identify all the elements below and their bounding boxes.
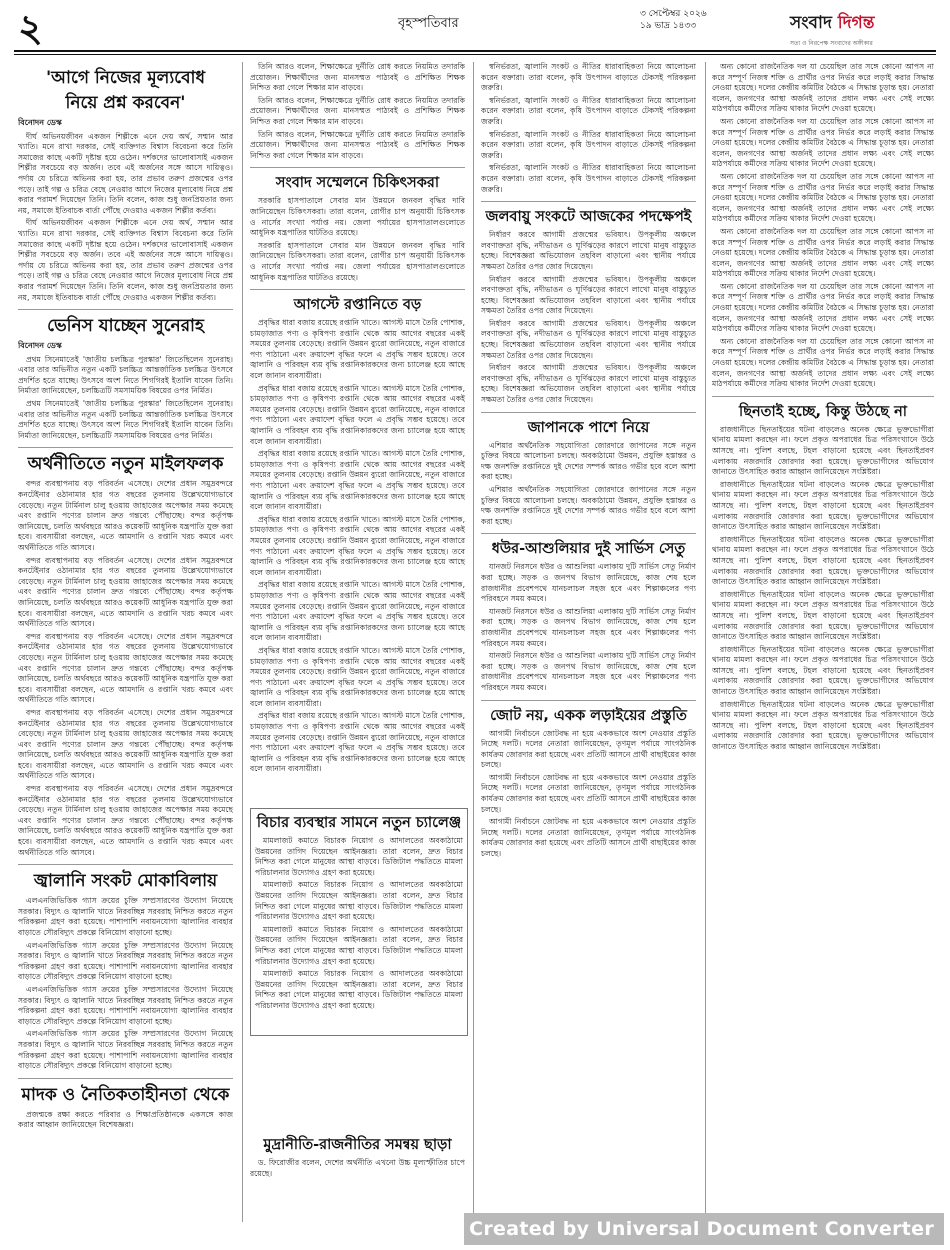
article-body: রাজধানীতে ছিনতাইয়ের ঘটনা বাড়লেও অনেক ক্ষেত্রে ভুক্তভোগীরা থানায় মামলা করছেন না। ফলে প্রকৃত অপরাধের চিত্র পরিসংখ্যানে উঠে আসছে না। পুলিশ বলছে, টহল বাড়ানো হয়েছে এবং ছিনতাইপ্রবণ এলাকায় নজরদারি জোরদার করা হয়েছে। ভুক্তভোগীদের অভিযোগ জানাতে উৎসাহিত করার আহ্বান জানিয়েছেন সংশ্লিষ্টরা। bbox=[712, 479, 934, 532]
article-body: প্রবৃদ্ধির ধারা বজায় রয়েছে রপ্তানি খাতে। আগস্ট মাসে তৈরি পোশাক, চামড়াজাত পণ্য ও কৃষিপণ্য রপ্তানি থেকে আয় আগের বছরের একই সময়ের তুলনায় বেড়েছে। রপ্তানি উন্নয়ন ব্যুরো জানিয়েছে, নতুন বাজারে পণ্য পাঠানো এবং ক্রয়াদেশ বৃদ্ধির ফলে এ প্রবৃদ্ধি সম্ভব হয়েছে। তবে জ্বালানি ও পরিবহন ব্যয় বৃদ্ধি রপ্তানিকারকদের জন্য চ্যালেঞ্জ হয়ে আছে বলে জানান ব্যবসায়ীরা। bbox=[250, 318, 465, 381]
article-body: রাজধানীতে ছিনতাইয়ের ঘটনা বাড়লেও অনেক ক্ষেত্রে ভুক্তভোগীরা থানায় মামলা করছেন না। ফলে প্রকৃত অপরাধের চিত্র পরিসংখ্যানে উঠে আসছে না। পুলিশ বলছে, টহল বাড়ানো হয়েছে এবং ছিনতাইপ্রবণ এলাকায় নজরদারি জোরদার করা হয়েছে। ভুক্তভোগীদের অভিযোগ জানাতে উৎসাহিত করার আহ্বান জানিয়েছেন সংশ্লিষ্টরা। bbox=[712, 589, 934, 642]
article-body: এলএনজিভিত্তিক গ্যাস ক্রয়ের চুক্তি সম্প্রসারণের উদ্যোগ নিয়েছে সরকার। বিদ্যুৎ ও জ্বালানি খাতে নিরবচ্ছিন্ন সরবরাহ নিশ্চিত করতে নতুন পরিকল্পনা গ্রহণ করা হয়েছে। পাশাপাশি নবায়নযোগ্য জ্বালানির ব্যবহার বাড়াতে সৌরবিদ্যুৎ প্রকল্পে বিনিয়োগ বাড়ানো হচ্ছে। bbox=[18, 896, 233, 937]
article-body: এশিয়ার অর্থনৈতিক সহযোগিতা জোরদারে জাপানের সঙ্গে নতুন চুক্তির বিষয়ে আলোচনা চলছে। অবকাঠামো উন্নয়ন, প্রযুক্তি হস্তান্তর ও দক্ষ জনশক্তি রপ্তানিতে দুই দেশের সম্পর্ক আরও গভীর হবে বলে আশা করা হচ্ছে। bbox=[481, 485, 696, 526]
article-body: প্রবৃদ্ধির ধারা বজায় রয়েছে রপ্তানি খাতে। আগস্ট মাসে তৈরি পোশাক, চামড়াজাত পণ্য ও কৃষিপণ্য রপ্তানি থেকে আয় আগের বছরের একই সময়ের তুলনায় বেড়েছে। রপ্তানি উন্নয়ন ব্যুরো জানিয়েছে, নতুন বাজারে পণ্য পাঠানো এবং ক্রয়াদেশ বৃদ্ধির ফলে এ প্রবৃদ্ধি সম্ভব হয়েছে। তবে জ্বালানি ও পরিবহন ব্যয় বৃদ্ধি রপ্তানিকারকদের জন্য চ্যালেঞ্জ হয়ে আছে বলে জানান ব্যবসায়ীরা। bbox=[250, 711, 465, 774]
article-body: তিনি আরও বলেন, শিক্ষাক্ষেত্রে দুর্নীতি রোধ করতে নিয়মিত তদারকি প্রয়োজন। শিক্ষার্থীদের জন্য মানসম্মত পাঠ্যবই ও প্রশিক্ষিত শিক্ষক নিশ্চিত করা গেলে শিক্ষার মান বাড়বে। bbox=[250, 95, 465, 126]
article-body: অন্য কোনো রাজনৈতিক দল যা চেয়েছিল তার সঙ্গে কোনো আপস না করে সম্পূর্ণ নিজস্ব শক্তি ও প্রার্থীর ওপর নির্ভর করে লড়াই করার সিদ্ধান্ত নেওয়া হয়েছে। দলের কেন্দ্রীয় কমিটির বৈঠকে এ সিদ্ধান্ত চূড়ান্ত হয়। নেতারা বলেন, জনগণের আস্থা অর্জনই তাদের প্রধান লক্ষ্য এবং সেই লক্ষ্যে মাঠপর্যায়ে কর্মীদের সক্রিয় থাকার নির্দেশ দেওয়া হয়েছে। bbox=[712, 226, 934, 279]
article-body: যানজট নিরসনে ধউর ও আশুলিয়া এলাকায় দুটি সার্ভিস সেতু নির্মাণ করা হচ্ছে। সড়ক ও জনপথ বিভাগ জানিয়েছে, কাজ শেষ হলে রাজধানীর প্রবেশপথে যানচলাচল সহজ হবে এবং শিল্পাঞ্চলের পণ্য পরিবহনে সময় কমবে। bbox=[481, 651, 696, 692]
article-body: যানজট নিরসনে ধউর ও আশুলিয়া এলাকায় দুটি সার্ভিস সেতু নির্মাণ করা হচ্ছে। সড়ক ও জনপথ বিভাগ জানিয়েছে, কাজ শেষ হলে রাজধানীর প্রবেশপথে যানচলাচল সহজ হবে এবং শিল্পাঞ্চলের পণ্য পরিবহনে সময় কমবে। bbox=[481, 562, 696, 604]
article-body: অন্য কোনো রাজনৈতিক দল যা চেয়েছিল তার সঙ্গে কোনো আপস না করে সম্পূর্ণ নিজস্ব শক্তি ও প্রার্থীর ওপর নির্ভর করে লড়াই করার সিদ্ধান্ত নেওয়া হয়েছে। দলের কেন্দ্রীয় কমিটির বৈঠকে এ সিদ্ধান্ত চূড়ান্ত হয়। নেতারা বলেন, জনগণের আস্থা অর্জনই তাদের প্রধান লক্ষ্য এবং সেই লক্ষ্যে মাঠপর্যায়ে কর্মীদের সক্রিয় থাকার নির্দেশ দেওয়া হয়েছে। bbox=[712, 116, 934, 169]
newspaper-logo bbox=[790, 10, 930, 47]
article-separator bbox=[481, 533, 696, 534]
article-body: রাজধানীতে ছিনতাইয়ের ঘটনা বাড়লেও অনেক ক্ষেত্রে ভুক্তভোগীরা থানায় মামলা করছেন না। ফলে প্রকৃত অপরাধের চিত্র পরিসংখ্যানে উঠে আসছে না। পুলিশ বলছে, টহল বাড়ানো হয়েছে এবং ছিনতাইপ্রবণ এলাকায় নজরদারি জোরদার করা হয়েছে। ভুক্তভোগীদের অভিযোগ জানাতে উৎসাহিত করার আহ্বান জানিয়েছেন সংশ্লিষ্টরা। bbox=[712, 644, 934, 697]
monetary-article bbox=[250, 1130, 465, 1210]
article-body: বন্দর ব্যবস্থাপনায় বড় পরিবর্তন এসেছে। দেশের প্রধান সমুদ্রবন্দরে কনটেইনার ওঠানামার হার গত বছরের তুলনায় উল্লেখযোগ্যভাবে বেড়েছে। নতুন টার্মিনাল চালু হওয়ায় জাহাজের অপেক্ষার সময় কমেছে এবং রপ্তানি পণ্যের চালান দ্রুত গন্তব্যে পৌঁছাচ্ছে। বন্দর কর্তৃপক্ষ জানিয়েছে, চলতি অর্থবছরে আরও কয়েকটি আধুনিক যন্ত্রপাতি যুক্ত করা হবে। ব্যবসায়ীরা বলছেন, এতে আমদানি ও রপ্তানি খরচ কমবে এবং অর্থনীতিতে গতি আসবে। bbox=[18, 707, 233, 781]
article-body: প্রবৃদ্ধির ধারা বজায় রয়েছে রপ্তানি খাতে। আগস্ট মাসে তৈরি পোশাক, চামড়াজাত পণ্য ও কৃষিপণ্য রপ্তানি থেকে আয় আগের বছরের একই সময়ের তুলনায় বেড়েছে। রপ্তানি উন্নয়ন ব্যুরো জানিয়েছে, নতুন বাজারে পণ্য পাঠানো এবং ক্রয়াদেশ বৃদ্ধির ফলে এ প্রবৃদ্ধি সম্ভব হয়েছে। তবে জ্বালানি ও পরিবহন ব্যয় বৃদ্ধি রপ্তানিকারকদের জন্য চ্যালেঞ্জ হয়ে আছে বলে জানান ব্যবসায়ীরা। bbox=[250, 383, 465, 446]
article-body: এলএনজিভিত্তিক গ্যাস ক্রয়ের চুক্তি সম্প্রসারণের উদ্যোগ নিয়েছে সরকার। বিদ্যুৎ ও জ্বালানি খাতে নিরবচ্ছিন্ন সরবরাহ নিশ্চিত করতে নতুন পরিকল্পনা গ্রহণ করা হয়েছে। পাশাপাশি নবায়নযোগ্য জ্বালানির ব্যবহার বাড়াতে সৌরবিদ্যুৎ প্রকল্পে বিনিয়োগ বাড়ানো হচ্ছে। bbox=[18, 984, 233, 1026]
article-body: অন্য কোনো রাজনৈতিক দল যা চেয়েছিল তার সঙ্গে কোনো আপস না করে সম্পূর্ণ নিজস্ব শক্তি ও প্রার্থীর ওপর নির্ভর করে লড়াই করার সিদ্ধান্ত নেওয়া হয়েছে। দলের কেন্দ্রীয় কমিটির বৈঠকে এ সিদ্ধান্ত চূড়ান্ত হয়। নেতারা বলেন, জনগণের আস্থা অর্জনই তাদের প্রধান লক্ষ্য এবং সেই লক্ষ্যে মাঠপর্যায়ে কর্মীদের সক্রিয় থাকার নির্দেশ দেওয়া হয়েছে। bbox=[712, 62, 934, 114]
headline-climate: জলবায়ু সংকটে আজকের পদক্ষেপই bbox=[485, 209, 692, 226]
article-body: অন্য কোনো রাজনৈতিক দল যা চেয়েছিল তার সঙ্গে কোনো আপস না করে সম্পূর্ণ নিজস্ব শক্তি ও প্রার্থীর ওপর নির্ভর করে লড়াই করার সিদ্ধান্ত নেওয়া হয়েছে। দলের কেন্দ্রীয় কমিটির বৈঠকে এ সিদ্ধান্ত চূড়ান্ত হয়। নেতারা বলেন, জনগণের আস্থা অর্জনই তাদের প্রধান লক্ষ্য এবং সেই লক্ষ্যে মাঠপর্যায়ে কর্মীদের সক্রিয় থাকার নির্দেশ দেওয়া হয়েছে। bbox=[712, 336, 934, 389]
headline-exports: আগস্টে রপ্তানিতে বড় bbox=[293, 297, 422, 314]
article-body: বন্দর ব্যবস্থাপনায় বড় পরিবর্তন এসেছে। দেশের প্রধান সমুদ্রবন্দরে কনটেইনার ওঠানামার হার গত বছরের তুলনায় উল্লেখযোগ্যভাবে বেড়েছে। নতুন টার্মিনাল চালু হওয়ায় জাহাজের অপেক্ষার সময় কমেছে এবং রপ্তানি পণ্যের চালান দ্রুত গন্তব্যে পৌঁছাচ্ছে। বন্দর কর্তৃপক্ষ জানিয়েছে, চলতি অর্থবছরে আরও কয়েকটি আধুনিক যন্ত্রপাতি যুক্ত করা হবে। ব্যবসায়ীরা বলছেন, এতে আমদানি ও রপ্তানি খরচ কমবে এবং অর্থনীতিতে গতি আসবে। bbox=[18, 784, 233, 857]
article-body: মামলাজট কমাতে বিচারক নিয়োগ ও আদালতের অবকাঠামো উন্নয়নের তাগিদ দিয়েছেন আইনজ্ঞরা। তারা বলেন, দ্রুত বিচার নিশ্চিত করা গেলে মানুষের আস্থা বাড়বে। ডিজিটাল পদ্ধতিতে মামলা পরিচালনার উদ্যোগও গ্রহণ করা হয়েছে। bbox=[255, 836, 463, 877]
headline-monetary: মুদ্রানীতি-রাজনীতির সমন্বয় ছাড়া bbox=[263, 1137, 452, 1153]
article-body: নির্ধারণ করবে আগামী প্রজন্মের ভবিষ্যৎ। উপকূলীয় অঞ্চলে লবণাক্ততা বৃদ্ধি, নদীভাঙন ও ঘূর্ণিঝড়ের কারণে লাখো মানুষ বাস্তুচ্যুত হচ্ছে। বিশেষজ্ঞরা অভিযোজন তহবিল বাড়ানো এবং স্থানীয় পর্যায়ে সক্ষমতা তৈরির ওপর জোর দিয়েছেন। bbox=[481, 363, 696, 405]
column-3 bbox=[481, 62, 696, 1212]
article-body: দীর্ঘ অভিনয়জীবন একজন শিল্পীকে এনে দেয় অর্থ, সম্মান আর খ্যাতি। মনে রাখা দরকার, সেই ব্যক্তিগত বিশ্বাস বিবেচনা করে তিনি সমাজের কাছে একটি দৃষ্টান্ত হয়ে ওঠেন। দর্শকদের ভালোবাসাই একজন শিল্পীর সবচেয়ে বড় অর্জন। তবে এই অর্জনের সঙ্গে আসে দায়িত্বও। পর্দায় যে চরিত্রে অভিনয় করা হয়, তার প্রভাব তরুণ প্রজন্মের ওপর পড়ে। তাই গল্প ও চরিত্র বেছে নেওয়ার আগে নিজের মূল্যবোধ নিয়ে প্রশ্ন করার পরামর্শ দিয়েছেন তিনি। তিনি বলেন, কাজ শুধু জনপ্রিয়তার জন্য নয়, সমাজে ইতিবাচক বার্তা পৌঁছে দেওয়াও একজন শিল্পীর কর্তব্য। bbox=[18, 131, 233, 215]
article-body: এলএনজিভিত্তিক গ্যাস ক্রয়ের চুক্তি সম্প্রসারণের উদ্যোগ নিয়েছে সরকার। বিদ্যুৎ ও জ্বালানি খাতে নিরবচ্ছিন্ন সরবরাহ নিশ্চিত করতে নতুন পরিকল্পনা গ্রহণ করা হয়েছে। পাশাপাশি নবায়নযোগ্য জ্বালানির ব্যবহার বাড়াতে সৌরবিদ্যুৎ প্রকল্পে বিনিয়োগ বাড়ানো হচ্ছে। bbox=[18, 940, 233, 982]
article-body: অন্য কোনো রাজনৈতিক দল যা চেয়েছিল তার সঙ্গে কোনো আপস না করে সম্পূর্ণ নিজস্ব শক্তি ও প্রার্থীর ওপর নির্ভর করে লড়াই করার সিদ্ধান্ত নেওয়া হয়েছে। দলের কেন্দ্রীয় কমিটির বৈঠকে এ সিদ্ধান্ত চূড়ান্ত হয়। নেতারা বলেন, জনগণের আস্থা অর্জনই তাদের প্রধান লক্ষ্য এবং সেই লক্ষ্যে মাঠপর্যায়ে কর্মীদের সক্রিয় থাকার নির্দেশ দেওয়া হয়েছে। bbox=[712, 281, 934, 334]
article-body: সরকারি হাসপাতালে সেবার মান উন্নয়নে জনবল বৃদ্ধির দাবি জানিয়েছেন চিকিৎসকরা। তারা বলেন, রোগীর চাপ অনুযায়ী চিকিৎসক ও নার্সের সংখ্যা পর্যাপ্ত নয়। জেলা পর্যায়ের হাসপাতালগুলোতে আধুনিক যন্ত্রপাতির ঘাটতিও রয়েছে। bbox=[250, 196, 465, 238]
article-body: আগামী নির্বাচনে জোটবদ্ধ না হয়ে এককভাবে অংশ নেওয়ার প্রস্তুতি নিচ্ছে দলটি। দলের নেতারা জানিয়েছেন, তৃণমূল পর্যায়ে সাংগঠনিক কার্যক্রম জোরদার করা হয়েছে এবং প্রতিটি আসনে প্রার্থী বাছাইয়ের কাজ চলছে। bbox=[481, 817, 696, 859]
article-body: নির্ধারণ করবে আগামী প্রজন্মের ভবিষ্যৎ। উপকূলীয় অঞ্চলে লবণাক্ততা বৃদ্ধি, নদীভাঙন ও ঘূর্ণিঝড়ের কারণে লাখো মানুষ বাস্তুচ্যুত হচ্ছে। বিশেষজ্ঞরা অভিযোজন তহবিল বাড়ানো এবং স্থানীয় পর্যায়ে সক্ষমতা তৈরির ওপর জোর দিয়েছেন। bbox=[481, 318, 696, 360]
article-body: নির্ধারণ করবে আগামী প্রজন্মের ভবিষ্যৎ। উপকূলীয় অঞ্চলে লবণাক্ততা বৃদ্ধি, নদীভাঙন ও ঘূর্ণিঝড়ের কারণে লাখো মানুষ বাস্তুচ্যুত হচ্ছে। বিশেষজ্ঞরা অভিযোজন তহবিল বাড়ানো এবং স্থানীয় পর্যায়ে সক্ষমতা তৈরির ওপর জোর দিয়েছেন। bbox=[481, 230, 696, 271]
article-body: যানজট নিরসনে ধউর ও আশুলিয়া এলাকায় দুটি সার্ভিস সেতু নির্মাণ করা হচ্ছে। সড়ক ও জনপথ বিভাগ জানিয়েছে, কাজ শেষ হলে রাজধানীর প্রবেশপথে যানচলাচল সহজ হবে এবং শিল্পাঞ্চলের পণ্য পরিবহনে সময় কমবে। bbox=[481, 606, 696, 648]
headline-alliance: জোট নয়, একক লড়াইয়ের প্রস্তুতি bbox=[490, 707, 687, 724]
headline-energy: জ্বালানি সংকট মোকাবিলায় bbox=[33, 871, 218, 892]
article-body: রাজধানীতে ছিনতাইয়ের ঘটনা বাড়লেও অনেক ক্ষেত্রে ভুক্তভোগীরা থানায় মামলা করছেন না। ফলে প্রকৃত অপরাধের চিত্র পরিসংখ্যানে উঠে আসছে না। পুলিশ বলছে, টহল বাড়ানো হয়েছে এবং ছিনতাইপ্রবণ এলাকায় নজরদারি জোরদার করা হয়েছে। ভুক্তভোগীদের অভিযোগ জানাতে উৎসাহিত করার আহ্বান জানিয়েছেন সংশ্লিষ্টরা। bbox=[712, 699, 934, 752]
article-separator bbox=[18, 447, 233, 448]
newspaper-name bbox=[790, 10, 930, 38]
publication-date bbox=[640, 8, 775, 32]
byline: বিনোদন ডেস্ক bbox=[18, 341, 62, 351]
column-1 bbox=[18, 62, 233, 1222]
article-separator bbox=[481, 700, 696, 701]
article-separator bbox=[18, 1078, 233, 1079]
headline-bridge: ধউর-আশুলিয়ার দুই সার্ভিস সেতু bbox=[491, 541, 686, 558]
article-separator bbox=[18, 309, 233, 310]
masthead-rule bbox=[14, 50, 936, 52]
article-body: স্বনির্ভরতা, জ্বালানি সংকট ও নীতির ধারাবাহিকতা নিয়ে আলোচনা করেন বক্তারা। তারা বলেন, কৃষি উৎপাদন বাড়াতে টেকসই পরিকল্পনা জরুরি। bbox=[481, 129, 696, 160]
article-body: মামলাজট কমাতে বিচারক নিয়োগ ও আদালতের অবকাঠামো উন্নয়নের তাগিদ দিয়েছেন আইনজ্ঞরা। তারা বলেন, দ্রুত বিচার নিশ্চিত করা গেলে মানুষের আস্থা বাড়বে। ডিজিটাল পদ্ধতিতে মামলা পরিচালনার উদ্যোগও গ্রহণ করা হয়েছে। bbox=[255, 969, 463, 1010]
article-body: সরকারি হাসপাতালে সেবার মান উন্নয়নে জনবল বৃদ্ধির দাবি জানিয়েছেন চিকিৎসকরা। তারা বলেন, রোগীর চাপ অনুযায়ী চিকিৎসক ও নার্সের সংখ্যা পর্যাপ্ত নয়। জেলা পর্যায়ের হাসপাতালগুলোতে আধুনিক যন্ত্রপাতির ঘাটতিও রয়েছে। bbox=[250, 240, 465, 282]
article-separator bbox=[481, 412, 696, 413]
article-body: ড. ফিরোজীর বলেন, দেশের অর্থনীতি এখনো উচ্চ মূল্যস্ফীতির চাপে রয়েছে। bbox=[250, 1158, 465, 1178]
newspaper-name-part1: সংবাদ bbox=[790, 13, 832, 33]
headline-economy: অর্থনীতিতে নতুন মাইলফলক bbox=[27, 454, 224, 475]
article-body: এশিয়ার অর্থনৈতিক সহযোগিতা জোরদারে জাপানের সঙ্গে নতুন চুক্তির বিষয়ে আলোচনা চলছে। অবকাঠামো উন্নয়ন, প্রযুক্তি হস্তান্তর ও দক্ষ জনশক্তি রপ্তানিতে দুই দেশের সম্পর্ক আরও গভীর হবে বলে আশা করা হচ্ছে। bbox=[481, 440, 696, 482]
article-body: প্রথম সিনেমাতেই 'জাতীয় চলচ্চিত্র পুরস্কার' জিতেছিলেন সুনেরাহ। এবার তার অভিনীত নতুন একটি চলচ্চিত্র আন্তর্জাতিক চলচ্চিত্র উৎসবে প্রদর্শিত হতে যাচ্ছে। উৎসবে অংশ নিতে শিগগিরই ইতালি যাবেন তিনি। নির্মাতা জানিয়েছেন, চলচ্চিত্রটি সমসাময়িক বিষয়ের ওপর নির্মিত। bbox=[18, 399, 233, 440]
article-body: নির্ধারণ করবে আগামী প্রজন্মের ভবিষ্যৎ। উপকূলীয় অঞ্চলে লবণাক্ততা বৃদ্ধি, নদীভাঙন ও ঘূর্ণিঝড়ের কারণে লাখো মানুষ বাস্তুচ্যুত হচ্ছে। বিশেষজ্ঞরা অভিযোজন তহবিল বাড়ানো এবং স্থানীয় পর্যায়ে সক্ষমতা তৈরির ওপর জোর দিয়েছেন। bbox=[481, 274, 696, 316]
article-body: প্রবৃদ্ধির ধারা বজায় রয়েছে রপ্তানি খাতে। আগস্ট মাসে তৈরি পোশাক, চামড়াজাত পণ্য ও কৃষিপণ্য রপ্তানি থেকে আয় আগের বছরের একই সময়ের তুলনায় বেড়েছে। রপ্তানি উন্নয়ন ব্যুরো জানিয়েছে, নতুন বাজারে পণ্য পাঠানো এবং ক্রয়াদেশ বৃদ্ধির ফলে এ প্রবৃদ্ধি সম্ভব হয়েছে। তবে জ্বালানি ও পরিবহন ব্যয় বৃদ্ধি রপ্তানিকারকদের জন্য চ্যালেঞ্জ হয়ে আছে বলে জানান ব্যবসায়ীরা। bbox=[250, 514, 465, 577]
article-body: বন্দর ব্যবস্থাপনায় বড় পরিবর্তন এসেছে। দেশের প্রধান সমুদ্রবন্দরে কনটেইনার ওঠানামার হার গত বছরের তুলনায় উল্লেখযোগ্যভাবে বেড়েছে। নতুন টার্মিনাল চালু হওয়ায় জাহাজের অপেক্ষার সময় কমেছে এবং রপ্তানি পণ্যের চালান দ্রুত গন্তব্যে পৌঁছাচ্ছে। বন্দর কর্তৃপক্ষ জানিয়েছে, চলতি অর্থবছরে আরও কয়েকটি আধুনিক যন্ত্রপাতি যুক্ত করা হবে। ব্যবসায়ীরা বলছেন, এতে আমদানি ও রপ্তানি খরচ কমবে এবং অর্থনীতিতে গতি আসবে। bbox=[18, 479, 233, 552]
article-body: প্রজন্মকে রক্ষা করতে পরিবার ও শিক্ষাপ্রতিষ্ঠানকে একসঙ্গে কাজ করার আহ্বান জানিয়েছেন বিশেষজ্ঞরা। bbox=[18, 1109, 233, 1130]
headline-robbery: ছিনতাই হচ্ছে, কিন্তু উঠছে না bbox=[739, 403, 907, 420]
article-body: স্বনির্ভরতা, জ্বালানি সংকট ও নীতির ধারাবাহিকতা নিয়ে আলোচনা করেন বক্তারা। তারা বলেন, কৃষি উৎপাদন বাড়াতে টেকসই পরিকল্পনা জরুরি। bbox=[481, 163, 696, 194]
article-body: আগামী নির্বাচনে জোটবদ্ধ না হয়ে এককভাবে অংশ নেওয়ার প্রস্তুতি নিচ্ছে দলটি। দলের নেতারা জানিয়েছেন, তৃণমূল পর্যায়ে সাংগঠনিক কার্যক্রম জোরদার করা হয়েছে এবং প্রতিটি আসনে প্রার্থী বাছাইয়ের কাজ চলছে। bbox=[481, 772, 696, 814]
article-body: প্রথম সিনেমাতেই 'জাতীয় চলচ্চিত্র পুরস্কার' জিতেছিলেন সুনেরাহ। এবার তার অভিনীত নতুন একটি চলচ্চিত্র আন্তর্জাতিক চলচ্চিত্র উৎসবে প্রদর্শিত হতে যাচ্ছে। উৎসবে অংশ নিতে শিগগিরই ইতালি যাবেন তিনি। নির্মাতা জানিয়েছেন, চলচ্চিত্রটি সমসাময়িক বিষয়ের ওপর নির্মিত। bbox=[18, 354, 233, 396]
masthead-rule-thin bbox=[14, 54, 936, 55]
justice-article-box bbox=[250, 808, 468, 1036]
date-bangla: ১৯ ভাদ্র ১৪৩৩ bbox=[640, 21, 697, 31]
article-body: এলএনজিভিত্তিক গ্যাস ক্রয়ের চুক্তি সম্প্রসারণের উদ্যোগ নিয়েছে সরকার। বিদ্যুৎ ও জ্বালানি খাতে নিরবচ্ছিন্ন সরবরাহ নিশ্চিত করতে নতুন পরিকল্পনা গ্রহণ করা হয়েছে। পাশাপাশি নবায়নযোগ্য জ্বালানির ব্যবহার বাড়াতে সৌরবিদ্যুৎ প্রকল্পে বিনিয়োগ বাড়ানো হচ্ছে। bbox=[18, 1029, 233, 1071]
headline-values-line2: নিয়ে প্রশ্ন করবেন' bbox=[65, 93, 186, 113]
article-body: বন্দর ব্যবস্থাপনায় বড় পরিবর্তন এসেছে। দেশের প্রধান সমুদ্রবন্দরে কনটেইনার ওঠানামার হার গত বছরের তুলনায় উল্লেখযোগ্যভাবে বেড়েছে। নতুন টার্মিনাল চালু হওয়ায় জাহাজের অপেক্ষার সময় কমেছে এবং রপ্তানি পণ্যের চালান দ্রুত গন্তব্যে পৌঁছাচ্ছে। বন্দর কর্তৃপক্ষ জানিয়েছে, চলতি অর্থবছরে আরও কয়েকটি আধুনিক যন্ত্রপাতি যুক্ত করা হবে। ব্যবসায়ীরা বলছেন, এতে আমদানি ও রপ্তানি খরচ কমবে এবং অর্থনীতিতে গতি আসবে। bbox=[18, 555, 233, 629]
article-body: রাজধানীতে ছিনতাইয়ের ঘটনা বাড়লেও অনেক ক্ষেত্রে ভুক্তভোগীরা থানায় মামলা করছেন না। ফলে প্রকৃত অপরাধের চিত্র পরিসংখ্যানে উঠে আসছে না। পুলিশ বলছে, টহল বাড়ানো হয়েছে এবং ছিনতাইপ্রবণ এলাকায় নজরদারি জোরদার করা হয়েছে। ভুক্তভোগীদের অভিযোগ জানাতে উৎসাহিত করার আহ্বান জানিয়েছেন সংশ্লিষ্টরা। bbox=[712, 424, 934, 477]
article-body: স্বনির্ভরতা, জ্বালানি সংকট ও নীতির ধারাবাহিকতা নিয়ে আলোচনা করেন বক্তারা। তারা বলেন, কৃষি উৎপাদন বাড়াতে টেকসই পরিকল্পনা জরুরি। bbox=[481, 95, 696, 126]
headline-justice: বিচার ব্যবস্থার সামনে নতুন চ্যালেঞ্জ bbox=[256, 815, 462, 831]
article-separator bbox=[481, 201, 696, 202]
article-body: প্রবৃদ্ধির ধারা বজায় রয়েছে রপ্তানি খাতে। আগস্ট মাসে তৈরি পোশাক, চামড়াজাত পণ্য ও কৃষিপণ্য রপ্তানি থেকে আয় আগের বছরের একই সময়ের তুলনায় বেড়েছে। রপ্তানি উন্নয়ন ব্যুরো জানিয়েছে, নতুন বাজারে পণ্য পাঠানো এবং ক্রয়াদেশ বৃদ্ধির ফলে এ প্রবৃদ্ধি সম্ভব হয়েছে। তবে জ্বালানি ও পরিবহন ব্যয় বৃদ্ধি রপ্তানিকারকদের জন্য চ্যালেঞ্জ হয়ে আছে বলে জানান ব্যবসায়ীরা। bbox=[250, 645, 465, 708]
newspaper-name-part2: দিগন্ত bbox=[837, 13, 875, 33]
headline-health: সংবাদ সম্মেলনে চিকিৎসকরা bbox=[275, 175, 440, 192]
converter-watermark: Created by Universal Document Converter bbox=[464, 1213, 944, 1245]
article-body: তিনি আরও বলেন, শিক্ষাক্ষেত্রে দুর্নীতি রোধ করতে নিয়মিত তদারকি প্রয়োজন। শিক্ষার্থীদের জন্য মানসম্মত পাঠ্যবই ও প্রশিক্ষিত শিক্ষক নিশ্চিত করা গেলে শিক্ষার মান বাড়বে। bbox=[250, 129, 465, 160]
article-separator bbox=[250, 167, 465, 168]
article-body: তিনি আরও বলেন, শিক্ষাক্ষেত্রে দুর্নীতি রোধ করতে নিয়মিত তদারকি প্রয়োজন। শিক্ষার্থীদের জন্য মানসম্মত পাঠ্যবই ও প্রশিক্ষিত শিক্ষক নিশ্চিত করা গেলে শিক্ষার মান বাড়বে। bbox=[250, 62, 465, 93]
headline-drugs: মাদক ও নৈতিকতাহীনতা থেকে bbox=[21, 1084, 230, 1105]
column-4 bbox=[712, 62, 934, 1207]
headline-values-line1: 'আগে নিজের মূল্যবোধ bbox=[45, 68, 206, 88]
column-2 bbox=[250, 62, 465, 1222]
article-body: প্রবৃদ্ধির ধারা বজায় রয়েছে রপ্তানি খাতে। আগস্ট মাসে তৈরি পোশাক, চামড়াজাত পণ্য ও কৃষিপণ্য রপ্তানি থেকে আয় আগের বছরের একই সময়ের তুলনায় বেড়েছে। রপ্তানি উন্নয়ন ব্যুরো জানিয়েছে, নতুন বাজারে পণ্য পাঠানো এবং ক্রয়াদেশ বৃদ্ধির ফলে এ প্রবৃদ্ধি সম্ভব হয়েছে। তবে জ্বালানি ও পরিবহন ব্যয় বৃদ্ধি রপ্তানিকারকদের জন্য চ্যালেঞ্জ হয়ে আছে বলে জানান ব্যবসায়ীরা। bbox=[250, 580, 465, 643]
column-divider bbox=[242, 62, 243, 1222]
article-body: মামলাজট কমাতে বিচারক নিয়োগ ও আদালতের অবকাঠামো উন্নয়নের তাগিদ দিয়েছেন আইনজ্ঞরা। তারা বলেন, দ্রুত বিচার নিশ্চিত করা গেলে মানুষের আস্থা বাড়বে। ডিজিটাল পদ্ধতিতে মামলা পরিচালনার উদ্যোগও গ্রহণ করা হয়েছে। bbox=[255, 880, 463, 922]
publication-day: বৃহস্পতিবার bbox=[398, 16, 459, 31]
article-body: আগামী নির্বাচনে জোটবদ্ধ না হয়ে এককভাবে অংশ নেওয়ার প্রস্তুতি নিচ্ছে দলটি। দলের নেতারা জানিয়েছেন, তৃণমূল পর্যায়ে সাংগঠনিক কার্যক্রম জোরদার করা হয়েছে এবং প্রতিটি আসনে প্রার্থী বাছাইয়ের কাজ চলছে। bbox=[481, 728, 696, 770]
article-separator bbox=[18, 864, 233, 865]
article-body: রাজধানীতে ছিনতাইয়ের ঘটনা বাড়লেও অনেক ক্ষেত্রে ভুক্তভোগীরা থানায় মামলা করছেন না। ফলে প্রকৃত অপরাধের চিত্র পরিসংখ্যানে উঠে আসছে না। পুলিশ বলছে, টহল বাড়ানো হয়েছে এবং ছিনতাইপ্রবণ এলাকায় নজরদারি জোরদার করা হয়েছে। ভুক্তভোগীদের অভিযোগ জানাতে উৎসাহিত করার আহ্বান জানিয়েছেন সংশ্লিষ্টরা। bbox=[712, 534, 934, 587]
date-english: ৩ সেপ্টেম্বর ২০২৬ bbox=[640, 9, 707, 19]
article-separator bbox=[250, 289, 465, 290]
article-body: বন্দর ব্যবস্থাপনায় বড় পরিবর্তন এসেছে। দেশের প্রধান সমুদ্রবন্দরে কনটেইনার ওঠানামার হার গত বছরের তুলনায় উল্লেখযোগ্যভাবে বেড়েছে। নতুন টার্মিনাল চালু হওয়ায় জাহাজের অপেক্ষার সময় কমেছে এবং রপ্তানি পণ্যের চালান দ্রুত গন্তব্যে পৌঁছাচ্ছে। বন্দর কর্তৃপক্ষ জানিয়েছে, চলতি অর্থবছরে আরও কয়েকটি আধুনিক যন্ত্রপাতি যুক্ত করা হবে। ব্যবসায়ীরা বলছেন, এতে আমদানি ও রপ্তানি খরচ কমবে এবং অর্থনীতিতে গতি আসবে। bbox=[18, 631, 233, 705]
newspaper-tagline: সত্য ও নিরপেক্ষ সংবাদের অঙ্গীকার bbox=[790, 40, 873, 47]
byline: বিনোদন ডেস্ক bbox=[18, 118, 62, 127]
article-body: স্বনির্ভরতা, জ্বালানি সংকট ও নীতির ধারাবাহিকতা নিয়ে আলোচনা করেন বক্তারা। তারা বলেন, কৃষি উৎপাদন বাড়াতে টেকসই পরিকল্পনা জরুরি। bbox=[481, 62, 696, 93]
headline-venice: ভেনিস যাচ্ছেন সুনেরাহ bbox=[47, 316, 204, 337]
column-divider bbox=[705, 62, 706, 1222]
column-divider bbox=[473, 62, 474, 1222]
article-body: অন্য কোনো রাজনৈতিক দল যা চেয়েছিল তার সঙ্গে কোনো আপস না করে সম্পূর্ণ নিজস্ব শক্তি ও প্রার্থীর ওপর নির্ভর করে লড়াই করার সিদ্ধান্ত নেওয়া হয়েছে। দলের কেন্দ্রীয় কমিটির বৈঠকে এ সিদ্ধান্ত চূড়ান্ত হয়। নেতারা বলেন, জনগণের আস্থা অর্জনই তাদের প্রধান লক্ষ্য এবং সেই লক্ষ্যে মাঠপর্যায়ে কর্মীদের সক্রিয় থাকার নির্দেশ দেওয়া হয়েছে। bbox=[712, 171, 934, 224]
article-body: প্রবৃদ্ধির ধারা বজায় রয়েছে রপ্তানি খাতে। আগস্ট মাসে তৈরি পোশাক, চামড়াজাত পণ্য ও কৃষিপণ্য রপ্তানি থেকে আয় আগের বছরের একই সময়ের তুলনায় বেড়েছে। রপ্তানি উন্নয়ন ব্যুরো জানিয়েছে, নতুন বাজারে পণ্য পাঠানো এবং ক্রয়াদেশ বৃদ্ধির ফলে এ প্রবৃদ্ধি সম্ভব হয়েছে। তবে জ্বালানি ও পরিবহন ব্যয় বৃদ্ধি রপ্তানিকারকদের জন্য চ্যালেঞ্জ হয়ে আছে বলে জানান ব্যবসায়ীরা। bbox=[250, 449, 465, 512]
headline-japan: জাপানকে পাশে নিয়ে bbox=[527, 419, 650, 436]
article-separator bbox=[712, 396, 934, 397]
article-body: দীর্ঘ অভিনয়জীবন একজন শিল্পীকে এনে দেয় অর্থ, সম্মান আর খ্যাতি। মনে রাখা দরকার, সেই ব্যক্তিগত বিশ্বাস বিবেচনা করে তিনি সমাজের কাছে একটি দৃষ্টান্ত হয়ে ওঠেন। দর্শকদের ভালোবাসাই একজন শিল্পীর সবচেয়ে বড় অর্জন। তবে এই অর্জনের সঙ্গে আসে দায়িত্বও। পর্দায় যে চরিত্রে অভিনয় করা হয়, তার প্রভাব তরুণ প্রজন্মের ওপর পড়ে। তাই গল্প ও চরিত্র বেছে নেওয়ার আগে নিজের মূল্যবোধ নিয়ে প্রশ্ন করার পরামর্শ দিয়েছেন তিনি। তিনি বলেন, কাজ শুধু জনপ্রিয়তার জন্য নয়, সমাজে ইতিবাচক বার্তা পৌঁছে দেওয়াও একজন শিল্পীর কর্তব্য। bbox=[18, 218, 233, 302]
article-body: মামলাজট কমাতে বিচারক নিয়োগ ও আদালতের অবকাঠামো উন্নয়নের তাগিদ দিয়েছেন আইনজ্ঞরা। তারা বলেন, দ্রুত বিচার নিশ্চিত করা গেলে মানুষের আস্থা বাড়বে। ডিজিটাল পদ্ধতিতে মামলা পরিচালনার উদ্যোগও গ্রহণ করা হয়েছে। bbox=[255, 924, 463, 966]
page-number: ২ bbox=[18, 5, 43, 50]
